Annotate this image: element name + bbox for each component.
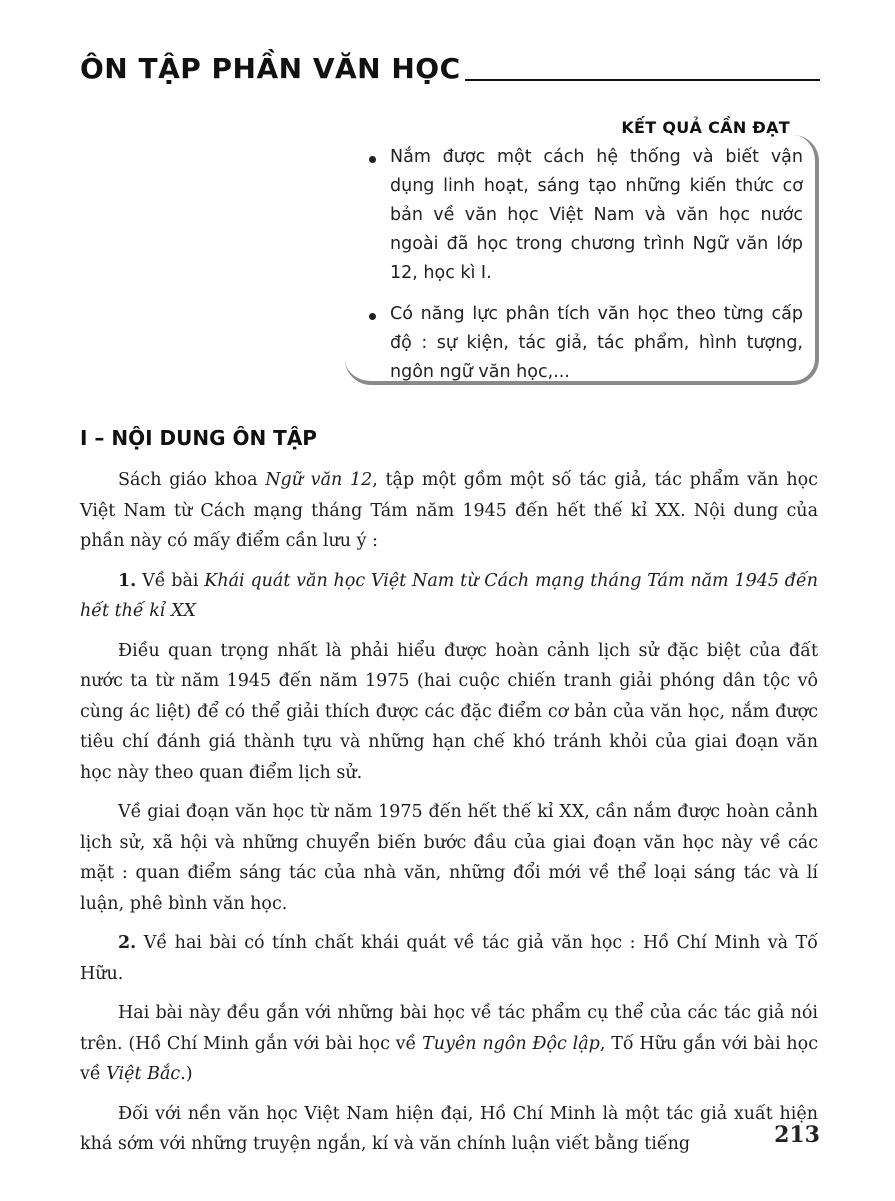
text-run: Sách giáo khoa [118,470,266,490]
text-run: Về hai bài có tính chất khái quát về tác giả văn học : Hồ Chí Minh và Tố Hữu. [80,933,818,984]
text-run: , tập một gồm một số tác giả, tác phẩm văn học Việt Nam từ Cách mạng tháng Tám năm 1945 đến hết thế kỉ XX. Nội dung của phần này có mấy điểm cần lưu ý : [80,470,818,551]
outcome-item [345,143,803,288]
paragraph [80,566,818,627]
item-number: 2. [118,933,137,953]
body-text [80,465,818,1169]
lesson-title: Khái quát văn học Việt Nam từ Cách mạng tháng Tám năm 1945 đến hết thế kỉ XX [80,570,818,621]
text-run: Về bài [136,570,205,591]
outcome-text: Có năng lực phân tích văn học theo từng cấp độ : sự kiện, tác giả, tác phẩm, hình tượng, ngôn ngữ văn học,... [390,304,803,382]
outcomes-box [345,135,819,385]
paragraph [80,465,818,557]
work-title: Tuyên ngôn Độc lập [422,1033,600,1054]
text-run: .) [180,1064,193,1084]
work-title: Việt Bắc [106,1064,181,1084]
paragraph: Đối với nền văn học Việt Nam hiện đại, Hồ Chí Minh là một tác giả xuất hiện khá sớm với những truyện ngắn, kí và văn chính luận viết bằng tiếng [80,1103,818,1154]
text-run: , Tố Hữu gắn với bài học về [80,1033,819,1084]
bullet-icon [369,156,376,163]
page-header [80,52,820,92]
paragraph [80,998,818,1090]
bullet-icon [369,313,376,320]
page-number: 213 [774,1122,820,1148]
page-title: ÔN TẬP PHẦN VĂN HỌC [80,52,465,85]
paragraph: Về giai đoạn văn học từ năm 1975 đến hết thế kỉ XX, cần nắm được hoàn cảnh lịch sử, xã hội và những chuyển biến bước đầu của giai đoạn văn học này về các mặt : quan điểm sáng tác của nhà văn, những đổi mới về thể loại sáng tác và lí luận, phê bình văn học. [80,802,818,914]
item-number: 1. [118,570,137,591]
outcome-item [345,300,803,387]
paragraph [80,928,818,989]
text-run: Hai bài này đều gắn với những bài học về tác phẩm cụ thể của các tác giả nói trên. (Hồ Chí Minh gắn với bài học về [80,1003,818,1054]
title-rule [435,79,820,81]
section-heading: I – NỘI DUNG ÔN TẬP [80,426,317,450]
outcomes-heading: KẾT QUẢ CẦN ĐẠT [621,118,790,137]
outcome-text: Nắm được một cách hệ thống và biết vận dụng linh hoạt, sáng tạo những kiến thức cơ bản về văn học Việt Nam và văn học nước ngoài đã học trong chương trình Ngữ văn lớp 12, học kì I. [390,147,803,283]
book-title: Ngữ văn 12 [265,470,373,490]
outcomes-list [345,143,803,399]
paragraph: Điều quan trọng nhất là phải hiểu được hoàn cảnh lịch sử đặc biệt của đất nước ta từ năm 1945 đến năm 1975 (hai cuộc chiến tranh giải phóng dân tộc vô cùng ác liệt) để có thể giải thích được các đặc điểm cơ bản của văn học, nắm được tiêu chí đánh giá thành tựu và những hạn chế khó tránh khỏi của giai đoạn văn học này theo quan điểm lịch sử. [80,640,818,783]
